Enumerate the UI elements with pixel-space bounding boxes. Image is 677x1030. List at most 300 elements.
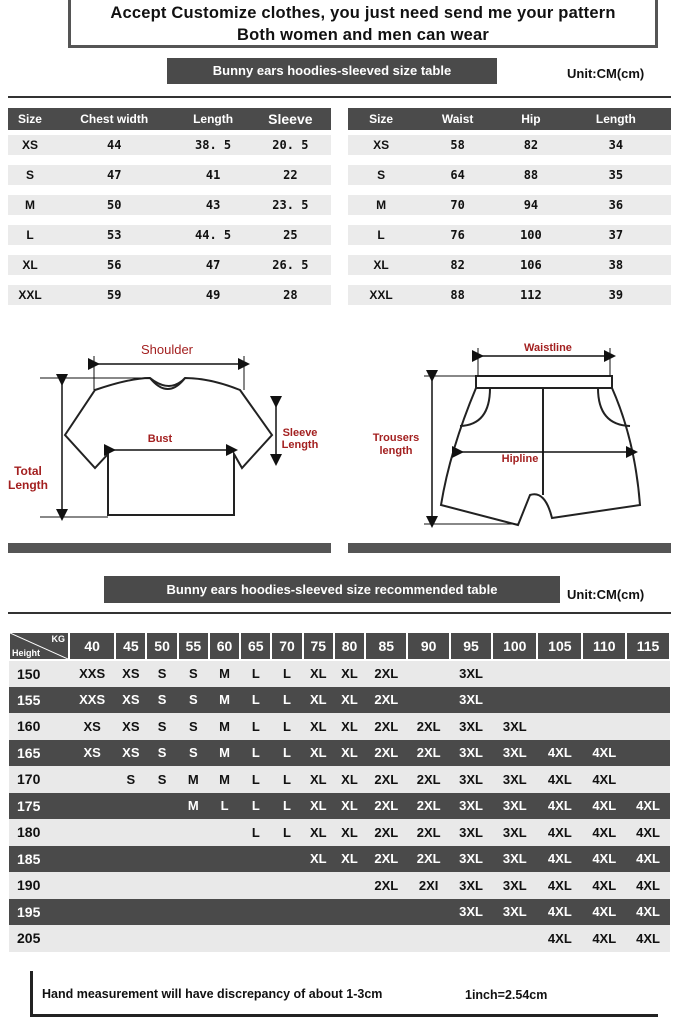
size-cell: 4XL: [626, 846, 670, 873]
top-cell: [52, 220, 177, 250]
shorts-diagram: [340, 330, 675, 530]
size-cell: 4XL: [537, 740, 582, 767]
table-row: [8, 160, 331, 190]
size-cell: M: [209, 766, 240, 793]
bottom-cell-value: 100: [501, 225, 561, 245]
size-cell: XL: [334, 713, 365, 740]
size-cell: S: [146, 766, 177, 793]
table-row: [348, 220, 671, 250]
bottom-header-2: Hip: [501, 108, 561, 130]
divider: [8, 96, 671, 98]
size-cell: L: [271, 740, 302, 767]
size-cell: M: [209, 687, 240, 714]
bottom-cell: [501, 280, 561, 310]
bottom-cell: [561, 220, 671, 250]
top-cell: [52, 130, 177, 160]
size-cell: 2XL: [365, 687, 407, 714]
size-cell: 4XL: [537, 846, 582, 873]
size-cell: [626, 740, 670, 767]
size-cell: S: [146, 660, 177, 687]
size-cell: [115, 872, 146, 899]
size-cell: M: [209, 713, 240, 740]
top-cell-value: 20. 5: [250, 135, 331, 155]
size-cell: XL: [334, 766, 365, 793]
size-cell: [334, 872, 365, 899]
top-cell-value: 25: [250, 225, 331, 245]
size-cell: [537, 713, 582, 740]
size-cell: XL: [303, 846, 334, 873]
top-cell-value: L: [8, 225, 52, 245]
table-row: [9, 687, 670, 714]
bottom-cell-value: 82: [501, 135, 561, 155]
size-cell: 2XL: [407, 740, 449, 767]
size-cell: L: [240, 687, 271, 714]
size-cell: XL: [303, 766, 334, 793]
size-cell: 3XL: [450, 660, 492, 687]
weight-header: 90: [407, 632, 449, 660]
bottom-cell-value: 34: [561, 135, 671, 155]
top-cell-value: 44: [52, 135, 177, 155]
bottom-cell: [414, 160, 501, 190]
size-cell: XL: [334, 819, 365, 846]
size-cell: [240, 872, 271, 899]
size-cell: [407, 899, 449, 926]
top-cell-value: S: [8, 165, 52, 185]
size-cell: 2XL: [407, 819, 449, 846]
table-row: [9, 819, 670, 846]
bottom-cell-value: 88: [501, 165, 561, 185]
size-cell: [240, 925, 271, 952]
top-cell-value: 50: [52, 195, 177, 215]
size-cell: 4XL: [537, 872, 582, 899]
size-cell: [582, 687, 626, 714]
size-cell: [240, 899, 271, 926]
weight-header: 70: [271, 632, 302, 660]
size-cell: [492, 925, 537, 952]
size-cell: 2XL: [365, 846, 407, 873]
height-cell: 170: [9, 766, 69, 793]
bottom-cell: [414, 280, 501, 310]
bottom-header-3: Length: [561, 108, 671, 130]
size-cell: [69, 872, 115, 899]
size-cell: 2XI: [407, 872, 449, 899]
size-cell: XL: [303, 687, 334, 714]
size-cell: 4XL: [537, 819, 582, 846]
size-cell: 2XL: [407, 713, 449, 740]
bottom-cell: [348, 130, 414, 160]
bottom-cell-value: S: [348, 165, 414, 185]
size-cell: [209, 925, 240, 952]
height-cell: 180: [9, 819, 69, 846]
size-cell: XS: [69, 713, 115, 740]
top-cell: [52, 190, 177, 220]
bottom-cell-value: 94: [501, 195, 561, 215]
size-cell: XL: [303, 713, 334, 740]
top-header-3: Sleeve: [250, 108, 331, 130]
height-cell: 165: [9, 740, 69, 767]
bottom-cell-value: 88: [414, 285, 501, 305]
size-cell: [69, 846, 115, 873]
height-cell: 185: [9, 846, 69, 873]
size-cell: S: [115, 766, 146, 793]
table-row: [8, 130, 331, 160]
bottom-cell-value: M: [348, 195, 414, 215]
top-cell: [8, 280, 52, 310]
size-cell: XL: [334, 660, 365, 687]
top-cell-value: 26. 5: [250, 255, 331, 275]
size-cell: [209, 899, 240, 926]
size-cell: 4XL: [626, 899, 670, 926]
size-cell: [69, 766, 115, 793]
height-cell: 205: [9, 925, 69, 952]
weight-header: 40: [69, 632, 115, 660]
table-row: [9, 872, 670, 899]
bottom-cell-value: XS: [348, 135, 414, 155]
size-cell: [115, 925, 146, 952]
size-cell: S: [178, 740, 209, 767]
top-cell: [52, 250, 177, 280]
size-cell: [365, 925, 407, 952]
size-cell: [626, 660, 670, 687]
size-cell: XS: [115, 713, 146, 740]
weight-header: 50: [146, 632, 177, 660]
size-cell: 4XL: [626, 819, 670, 846]
size-cell: 3XL: [450, 687, 492, 714]
top-cell-value: XL: [8, 255, 52, 275]
size-cell: [146, 925, 177, 952]
size-cell: [303, 925, 334, 952]
recommend-unit: Unit:CM(cm): [567, 587, 645, 602]
size-cell: 3XL: [492, 793, 537, 820]
bottom-cell: [501, 250, 561, 280]
size-cell: S: [146, 687, 177, 714]
size-cell: XL: [334, 740, 365, 767]
height-weight-corner: [9, 632, 69, 660]
header-box: [68, 0, 658, 48]
size-cell: 4XL: [582, 740, 626, 767]
size-cell: [582, 660, 626, 687]
size-cell: 2XL: [365, 713, 407, 740]
bottom-cell: [414, 220, 501, 250]
top-cell-value: 44. 5: [176, 225, 249, 245]
size-cell: [69, 899, 115, 926]
size-cell: 3XL: [492, 740, 537, 767]
top-cell: [176, 280, 249, 310]
size-cell: [450, 925, 492, 952]
size-cell: 4XL: [537, 793, 582, 820]
bottom-cell: [501, 130, 561, 160]
bottom-cell: [501, 220, 561, 250]
bottom-cell-value: 36: [561, 195, 671, 215]
bottom-cell: [561, 190, 671, 220]
size-cell: [626, 687, 670, 714]
size-cell: S: [178, 687, 209, 714]
table-row: [8, 280, 331, 310]
weight-header: 55: [178, 632, 209, 660]
size-cell: XL: [334, 687, 365, 714]
weight-header: 115: [626, 632, 670, 660]
size-cell: 4XL: [582, 899, 626, 926]
size-cell: 4XL: [582, 925, 626, 952]
size-cell: S: [178, 713, 209, 740]
size-cell: XL: [334, 793, 365, 820]
bottom-cell-value: XXL: [348, 285, 414, 305]
size-cell: [178, 925, 209, 952]
size-cell: [365, 899, 407, 926]
total-length-label: Total Length: [8, 464, 48, 492]
weight-header: 95: [450, 632, 492, 660]
top-cell-value: 56: [52, 255, 177, 275]
top-cell-value: XS: [8, 135, 52, 155]
size-cell: 3XL: [450, 766, 492, 793]
table-row: [9, 846, 670, 873]
size-cell: 3XL: [450, 793, 492, 820]
size-cell: [146, 819, 177, 846]
top-cell-value: XXL: [8, 285, 52, 305]
size-cell: S: [178, 660, 209, 687]
top-cell: [250, 250, 331, 280]
size-cell: L: [240, 713, 271, 740]
top-cell: [250, 280, 331, 310]
size-cell: XL: [334, 846, 365, 873]
weight-header: 85: [365, 632, 407, 660]
size-cell: [334, 899, 365, 926]
size-cell: [626, 713, 670, 740]
size-cell: 3XL: [492, 713, 537, 740]
top-cell-value: M: [8, 195, 52, 215]
size-cell: 3XL: [492, 766, 537, 793]
size-cell: [582, 713, 626, 740]
bottom-cell: [561, 250, 671, 280]
top-cell-value: 59: [52, 285, 177, 305]
size-table-unit: Unit:CM(cm): [567, 66, 645, 81]
kg-label: KG: [51, 634, 65, 644]
size-cell: M: [209, 740, 240, 767]
bottom-cell-value: 70: [414, 195, 501, 215]
weight-header: 100: [492, 632, 537, 660]
recommend-title: Bunny ears hoodies-sleeved size recommended table: [104, 576, 560, 603]
size-table-title: Bunny ears hoodies-sleeved size table: [167, 58, 497, 84]
bottom-cell: [561, 160, 671, 190]
divider-bar-right: [348, 543, 671, 553]
header-line-2: Both women and men can wear: [236, 26, 490, 44]
size-cell: 3XL: [450, 713, 492, 740]
size-cell: M: [209, 660, 240, 687]
top-cell-value: 47: [176, 255, 249, 275]
bottom-size-table: [348, 108, 671, 310]
size-cell: [115, 846, 146, 873]
size-cell: 2XL: [407, 766, 449, 793]
table-row: [9, 766, 670, 793]
table-row: [9, 660, 670, 687]
weight-header: 110: [582, 632, 626, 660]
size-cell: XS: [69, 740, 115, 767]
size-cell: [303, 899, 334, 926]
size-cell: XS: [115, 660, 146, 687]
size-cell: [146, 793, 177, 820]
table-row: [8, 250, 331, 280]
top-cell: [8, 220, 52, 250]
bottom-cell: [348, 220, 414, 250]
size-cell: 2XL: [407, 793, 449, 820]
bottom-cell: [348, 190, 414, 220]
table-row: [9, 713, 670, 740]
size-cell: [69, 819, 115, 846]
size-cell: [334, 925, 365, 952]
size-cell: L: [271, 793, 302, 820]
size-cell: [209, 819, 240, 846]
top-cell-value: 28: [250, 285, 331, 305]
size-cell: 3XL: [450, 872, 492, 899]
size-cell: 4XL: [582, 872, 626, 899]
size-cell: 2XL: [365, 660, 407, 687]
size-cell: L: [209, 793, 240, 820]
size-cell: [271, 846, 302, 873]
size-cell: L: [271, 766, 302, 793]
size-cell: [146, 846, 177, 873]
shoulder-label: Shoulder: [140, 342, 194, 357]
size-cell: 2XL: [365, 766, 407, 793]
size-cell: [407, 925, 449, 952]
top-cell-value: 53: [52, 225, 177, 245]
size-cell: XL: [303, 660, 334, 687]
size-cell: XS: [115, 687, 146, 714]
bottom-cell-value: 112: [501, 285, 561, 305]
size-cell: XXS: [69, 687, 115, 714]
table-row: [9, 793, 670, 820]
bottom-header-1: Waist: [414, 108, 501, 130]
size-cell: 4XL: [626, 793, 670, 820]
top-cell: [8, 190, 52, 220]
size-cell: [178, 819, 209, 846]
top-cell: [176, 130, 249, 160]
bottom-cell: [348, 160, 414, 190]
bottom-cell: [501, 160, 561, 190]
height-cell: 190: [9, 872, 69, 899]
bottom-cell: [414, 130, 501, 160]
size-cell: 4XL: [582, 846, 626, 873]
size-cell: XL: [303, 819, 334, 846]
size-cell: 4XL: [582, 819, 626, 846]
bottom-cell-value: 38: [561, 255, 671, 275]
bottom-cell-value: 35: [561, 165, 671, 185]
size-cell: [69, 925, 115, 952]
size-cell: L: [271, 687, 302, 714]
top-cell: [8, 130, 52, 160]
size-cell: [178, 899, 209, 926]
bottom-cell-value: 39: [561, 285, 671, 305]
size-cell: [271, 872, 302, 899]
height-cell: 160: [9, 713, 69, 740]
size-cell: 4XL: [537, 925, 582, 952]
size-cell: [492, 660, 537, 687]
bottom-cell: [414, 250, 501, 280]
weight-header: 60: [209, 632, 240, 660]
bottom-cell-value: XL: [348, 255, 414, 275]
sleeve-length-label: Sleeve Length: [281, 427, 319, 451]
top-cell: [250, 220, 331, 250]
top-cell-value: 38. 5: [176, 135, 249, 155]
top-cell-value: 23. 5: [250, 195, 331, 215]
size-cell: 3XL: [492, 872, 537, 899]
size-cell: L: [240, 740, 271, 767]
divider: [8, 612, 671, 614]
bottom-cell: [501, 190, 561, 220]
table-row: [348, 280, 671, 310]
size-cell: 4XL: [626, 872, 670, 899]
size-cell: [69, 793, 115, 820]
size-cell: 3XL: [492, 899, 537, 926]
height-cell: 155: [9, 687, 69, 714]
top-cell: [250, 160, 331, 190]
inch-conversion: 1inch=2.54cm: [465, 988, 548, 1002]
size-cell: 3XL: [450, 819, 492, 846]
size-cell: [209, 846, 240, 873]
bust-label: Bust: [147, 433, 173, 445]
size-cell: [271, 899, 302, 926]
size-cell: 2XL: [365, 819, 407, 846]
size-cell: L: [240, 793, 271, 820]
bottom-cell-value: 82: [414, 255, 501, 275]
size-cell: 3XL: [450, 846, 492, 873]
size-cell: 2XL: [365, 793, 407, 820]
size-cell: [407, 660, 449, 687]
height-label: Height: [12, 648, 40, 658]
bottom-cell-value: 64: [414, 165, 501, 185]
bottom-cell: [348, 250, 414, 280]
waistline-label: Waistline: [524, 342, 572, 354]
table-row: [9, 740, 670, 767]
top-cell: [176, 250, 249, 280]
top-cell: [52, 280, 177, 310]
trousers-length-label: Trousers length: [372, 432, 420, 457]
weight-header: 80: [334, 632, 365, 660]
top-cell: [176, 220, 249, 250]
size-cell: 3XL: [492, 846, 537, 873]
size-cell: M: [178, 766, 209, 793]
size-cell: L: [240, 660, 271, 687]
top-header-1: Chest width: [52, 108, 177, 130]
table-row: [8, 220, 331, 250]
size-cell: S: [146, 713, 177, 740]
size-cell: M: [178, 793, 209, 820]
height-cell: 175: [9, 793, 69, 820]
size-cell: 4XL: [537, 766, 582, 793]
size-cell: XS: [115, 740, 146, 767]
bottom-cell-value: 37: [561, 225, 671, 245]
bottom-cell: [348, 280, 414, 310]
size-cell: [303, 872, 334, 899]
size-cell: [271, 925, 302, 952]
top-cell-value: 47: [52, 165, 177, 185]
size-cell: L: [240, 766, 271, 793]
size-cell: [407, 687, 449, 714]
size-cell: 4XL: [582, 766, 626, 793]
weight-header: 45: [115, 632, 146, 660]
size-cell: 4XL: [582, 793, 626, 820]
size-cell: 4XL: [626, 925, 670, 952]
height-cell: 150: [9, 660, 69, 687]
top-cell: [176, 190, 249, 220]
top-cell: [176, 160, 249, 190]
size-cell: [115, 819, 146, 846]
size-cell: [240, 846, 271, 873]
size-cell: L: [271, 713, 302, 740]
footer-note: Hand measurement will have discrepancy of about 1-3cm: [42, 987, 383, 1001]
bottom-cell: [414, 190, 501, 220]
size-cell: 2XL: [365, 740, 407, 767]
size-cell: [492, 687, 537, 714]
